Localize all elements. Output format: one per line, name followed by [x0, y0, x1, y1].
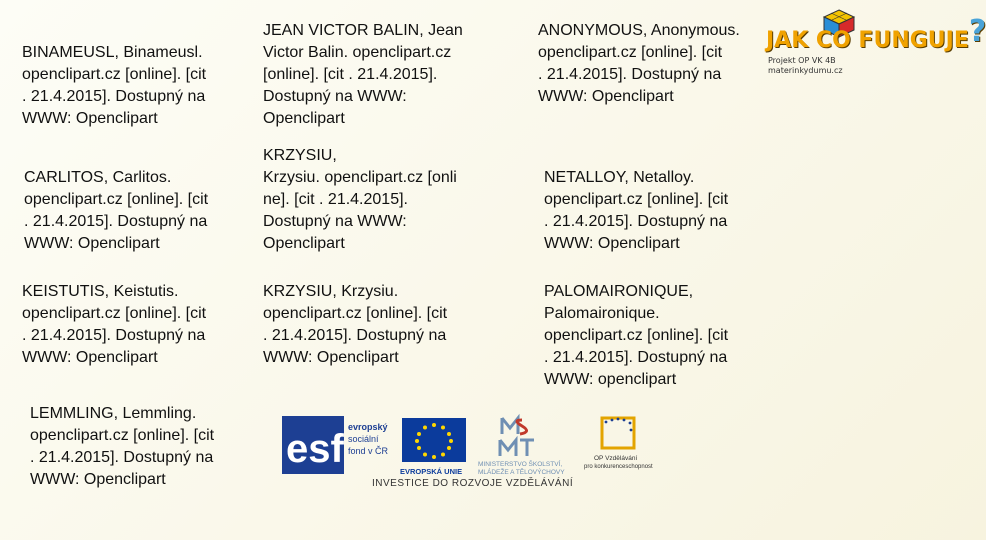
citation-krzysiu-2: KRZYSIU, Krzysiu. openclipart.cz [online]. [cit . 21.4.2015]. Dostupný na WWW: Openclipart — [263, 283, 448, 366]
citation-krzysiu-1: KRZYSIU, Krzysiu. openclipart.cz [onli ne]. [cit . 21.4.2015]. Dostupný na WWW: Openclipart — [263, 147, 457, 252]
msmt-logo-graphic — [476, 412, 580, 478]
citation-anonymous: ANONYMOUS, Anonymous. openclipart.cz [online]. [cit . 21.4.2015]. Dostupný na WWW: Openclipart — [538, 22, 740, 105]
funding-caption: INVESTICE DO ROZVOJE VZDĚLÁVÁNÍ — [372, 478, 574, 489]
msmt-line2: MLÁDEŽE A TĚLOVÝCHOVY — [478, 469, 565, 476]
svg-text:esf: esf — [286, 427, 344, 471]
project-logo-line2: materinkydumu.cz — [768, 66, 843, 75]
esf-logo — [282, 416, 392, 476]
op-line1: OP Vzdělávání — [594, 455, 638, 462]
citation-carlitos: CARLITOS, Carlitos. openclipart.cz [online]. [cit . 21.4.2015]. Dostupný na WWW: Openclipart — [24, 169, 209, 252]
op-vk-logo — [584, 414, 662, 476]
op-vk-logo-graphic — [584, 414, 662, 476]
project-logo — [766, 14, 986, 84]
citation-lemmling: LEMMLING, Lemmling. openclipart.cz [online]. [cit . 21.4.2015]. Dostupný na WWW: Openclipart — [30, 405, 215, 488]
esf-line1: evropský — [348, 422, 388, 432]
msmt-line1: MINISTERSTVO ŠKOLSTVÍ, — [478, 461, 563, 468]
citation-keistutis: KEISTUTIS, Keistutis. openclipart.cz [online]. [cit . 21.4.2015]. Dostupný na WWW: Openclipart — [22, 283, 207, 366]
funding-logos-bar — [280, 408, 660, 492]
citation-binameusl: BINAMEUSL, Binameusl. openclipart.cz [online]. [cit . 21.4.2015]. Dostupný na WWW: Openclipart — [22, 44, 207, 127]
citation-jean-victor-balin: JEAN VICTOR BALIN, Jean Victor Balin. openclipart.cz [online]. [cit . 21.4.2015]. Dostupný na WWW: Openclipart — [263, 22, 463, 127]
msmt-logo — [476, 412, 580, 478]
eu-flag-logo — [400, 416, 470, 476]
op-line2: pro konkurenceschopnost — [584, 464, 653, 470]
esf-line3: fond v ČR — [348, 446, 389, 456]
project-logo-title: JAK CO FUNGUJE? — [766, 14, 986, 53]
project-logo-line1: Projekt OP VK 4B — [768, 56, 836, 65]
eu-flag-icon — [400, 416, 470, 476]
esf-line2: sociální — [348, 434, 379, 444]
esf-logo-graphic — [282, 416, 392, 476]
citation-palomaironique: PALOMAIRONIQUE, Palomaironique. openclipart.cz [online]. [cit . 21.4.2015]. Dostupný na WWW: openclipart — [544, 283, 729, 388]
eu-label: EVROPSKÁ UNIE — [400, 467, 463, 476]
citation-netalloy: NETALLOY, Netalloy. openclipart.cz [online]. [cit . 21.4.2015]. Dostupný na WWW: Openclipart — [544, 169, 729, 252]
